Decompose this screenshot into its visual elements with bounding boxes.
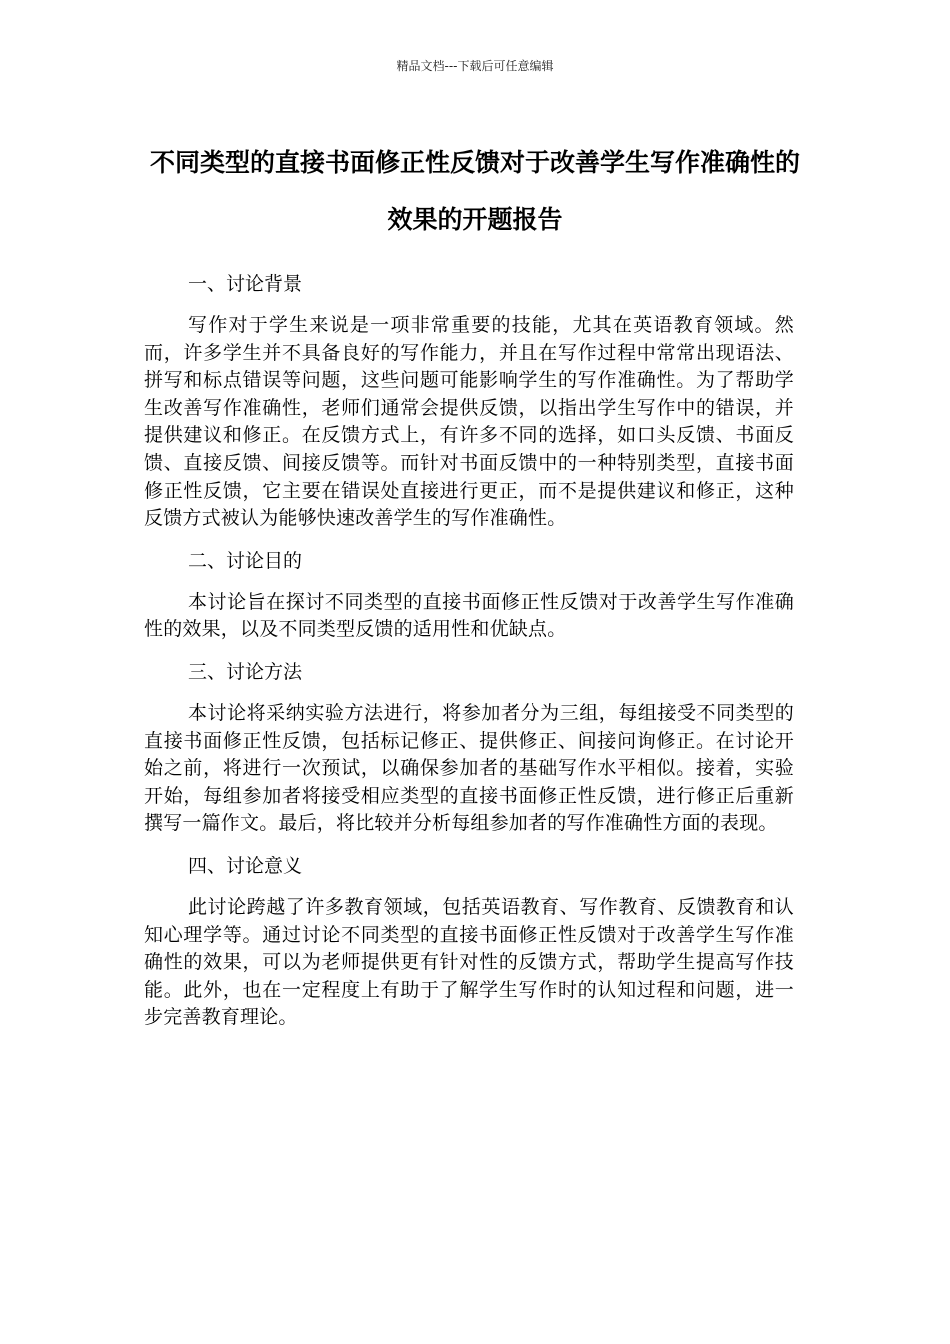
section-paragraph-method: 本讨论将采纳实验方法进行，将参加者分为三组，每组接受不同类型的直接书面修正性反馈，包括标记修正、提供修正、间接问询修正。在讨论开始之前，将进行一次预试，以确保参加者的基础写作水平相似。接着，实验开始，每组参加者将接受相应类型的直接书面修正性反馈，进行修正后重新撰写一篇作文。最后，将比较并分析每组参加者的写作准确性方面的表现。 bbox=[144, 701, 794, 835]
document-title: 不同类型的直接书面修正性反馈对于改善学生写作准确性的效果的开题报告 bbox=[149, 148, 800, 234]
section-purpose bbox=[144, 547, 794, 644]
section-paragraph-significance: 此讨论跨越了许多教育领域，包括英语教育、写作教育、反馈教育和认知心理学等。通过讨论不同类型的直接书面修正性反馈对于改善学生写作准确性的效果，可以为老师提供更有针对性的反馈方式，帮助学生提高写作技能。此外，也在一定程度上有助于了解学生写作时的认知过程和问题，进一步完善教育理论。 bbox=[144, 895, 794, 1029]
section-paragraph-purpose: 本讨论旨在探讨不同类型的直接书面修正性反馈对于改善学生写作准确性的效果，以及不同类型反馈的适用性和优缺点。 bbox=[144, 590, 794, 641]
section-heading-significance: 四、讨论意义 bbox=[188, 854, 303, 877]
document-body bbox=[144, 270, 794, 1046]
section-method bbox=[144, 658, 794, 838]
section-significance bbox=[144, 852, 794, 1032]
section-heading-method: 三、讨论方法 bbox=[188, 660, 303, 683]
header-note: 精品文档---下载后可任意编辑 bbox=[396, 59, 554, 73]
section-background bbox=[144, 270, 794, 533]
section-paragraph-background: 写作对于学生来说是一项非常重要的技能，尤其在英语教育领域。然而，许多学生并不具备良好的写作能力，并且在写作过程中常常出现语法、拼写和标点错误等问题，这些问题可能影响学生的写作准确性。为了帮助学生改善写作准确性，老师们通常会提供反馈，以指出学生写作中的错误，并提供建议和修正。在反馈方式上，有许多不同的选择，如口头反馈、书面反馈、直接反馈、间接反馈等。而针对书面反馈中的一种特别类型，直接书面修正性反馈，它主要在错误处直接进行更正，而不是提供建议和修正，这种反馈方式被认为能够快速改善学生的写作准确性。 bbox=[144, 314, 794, 530]
section-heading-purpose: 二、讨论目的 bbox=[188, 549, 303, 572]
section-heading-background: 一、讨论背景 bbox=[188, 273, 303, 295]
